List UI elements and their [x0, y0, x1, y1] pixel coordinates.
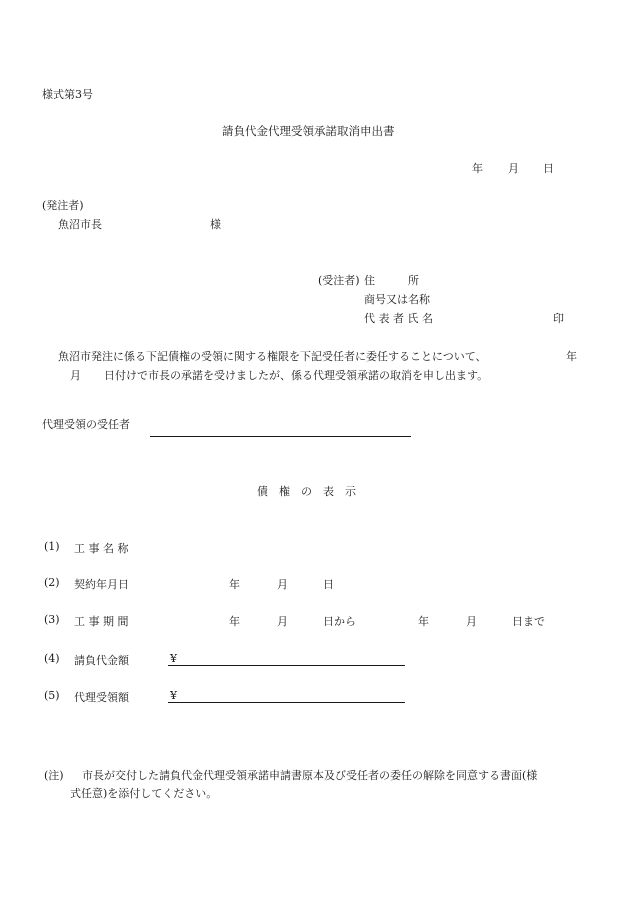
item-3-month-2: 月: [466, 615, 477, 628]
item-5-number: (5): [44, 689, 60, 702]
item-4-yen-sign: ¥: [170, 652, 177, 665]
date-month: 月: [508, 162, 519, 175]
proxy-underline: [150, 436, 411, 437]
form-number: 様式第3号: [42, 88, 93, 101]
date-day: 日: [543, 162, 554, 175]
item-5-label: 代理受領額: [74, 691, 129, 704]
note-label: (注): [44, 769, 64, 782]
item-4-number: (4): [44, 652, 60, 665]
item-2-month: 月: [277, 578, 288, 591]
item-4-underline: [168, 665, 405, 666]
representative-label: 代 表 者 氏 名: [364, 312, 433, 325]
note-line-2: 式任意)を添付してください。: [70, 787, 218, 800]
item-2-year: 年: [229, 578, 240, 591]
body-line-1: 魚沼市発注に係る下記債権の受領に関する権限を下記受任者に委任することについて、: [58, 350, 487, 363]
item-1-number: (1): [44, 540, 60, 553]
section-title: 債 権 の 表 示: [257, 485, 356, 498]
body-line-2: 日付けで市長の承諾を受けましたが、係る代理受領承諾の取消を申し出ます。: [104, 369, 489, 382]
date-year: 年: [472, 162, 483, 175]
seal-mark: 印: [553, 312, 564, 325]
recipient-label: (発注者): [42, 199, 84, 212]
address-label: 住 所: [364, 274, 419, 287]
item-2-day: 日: [323, 578, 334, 591]
item-3-day-to: 日まで: [512, 615, 545, 628]
item-2-number: (2): [44, 576, 60, 589]
item-3-year: 年: [229, 615, 240, 628]
proxy-label: 代理受領の受任者: [42, 418, 130, 431]
document-title: 請負代金代理受領承諾取消申出書: [222, 124, 395, 138]
item-3-month: 月: [277, 615, 288, 628]
recipient-honorific: 様: [210, 218, 221, 231]
contractor-label: (受注者): [318, 274, 360, 287]
recipient-name: 魚沼市長: [58, 218, 102, 231]
item-4-label: 請負代金額: [74, 654, 129, 667]
company-label: 商号又は名称: [364, 293, 430, 306]
item-3-label: 工 事 期 間: [74, 615, 129, 628]
item-3-day-from: 日から: [323, 615, 356, 628]
item-5-yen-sign: ¥: [170, 689, 177, 702]
item-1-label: 工 事 名 称: [74, 542, 129, 555]
item-2-label: 契約年月日: [74, 578, 129, 591]
body-year: 年: [566, 350, 577, 363]
item-3-year-2: 年: [418, 615, 429, 628]
body-month: 月: [70, 369, 81, 382]
item-5-underline: [168, 702, 405, 703]
note-line-1: 市長が交付した請負代金代理受領承諾申請書原本及び受任者の委任の解除を同意する書面(様: [82, 769, 538, 782]
item-3-number: (3): [44, 613, 60, 626]
